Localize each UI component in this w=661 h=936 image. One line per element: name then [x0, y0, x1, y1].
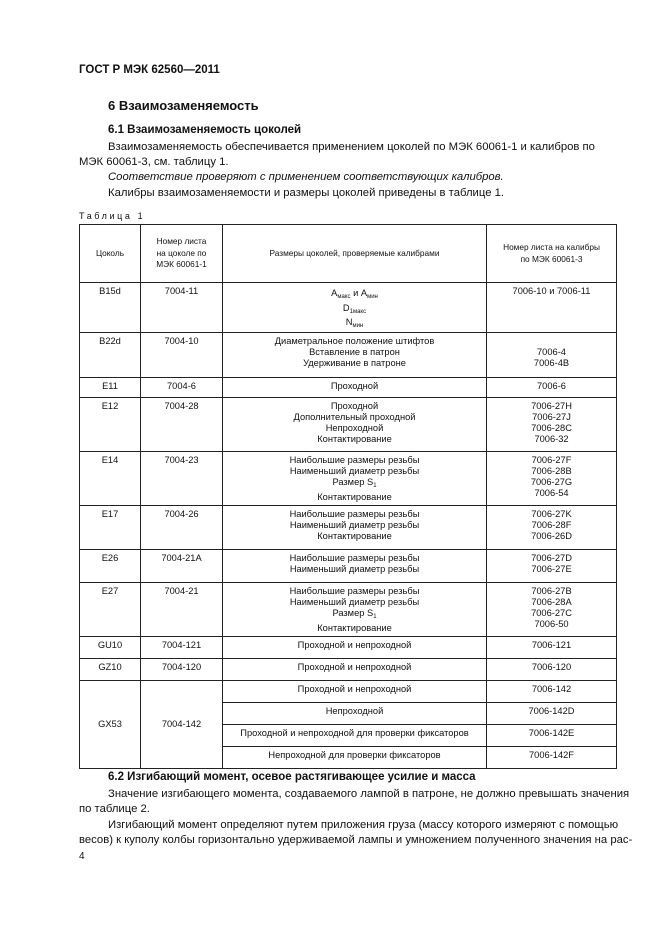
- cell-dimensions: Непроходной: [223, 702, 487, 724]
- cell-gauge: 7006-142D: [487, 702, 617, 724]
- cell-cap: E12: [80, 397, 141, 451]
- cell-sheet: 7004-21A: [141, 549, 223, 582]
- cell-cap: GX53: [80, 680, 141, 768]
- table-row-e17: [80, 505, 617, 549]
- cell-gauge: 7006-27H 7006-27J 7006-28C 7006-32: [487, 397, 617, 451]
- cell-cap: E27: [80, 582, 141, 636]
- cell-gauge: 7006-27K 7006-28F 7006-26D: [487, 505, 617, 549]
- cell-gauge: 7006-27B 7006-28A 7006-27C 7006-50: [487, 582, 617, 636]
- cell-dimensions: Наибольшие размеры резьбы Наименьший диаметр резьбы Размер $S_1$ Контактирование: [223, 582, 487, 636]
- page-number: 4: [79, 851, 85, 862]
- cell-sheet: 7004-23: [141, 451, 223, 505]
- cell-cap: E26: [80, 549, 141, 582]
- cell-sheet: 7004-11: [141, 283, 223, 333]
- table-header-row: [80, 225, 617, 283]
- cell-gauge: 7006-27D 7006-27E: [487, 549, 617, 582]
- caps-gauges-table: [79, 224, 617, 769]
- cell-dimensions: Непроходной для проверки фиксаторов: [223, 746, 487, 768]
- table-row-gx53: [80, 680, 617, 702]
- section-6-title: 6 Взаимозаменяемость: [108, 98, 259, 113]
- cell-dimensions: Проходной: [223, 377, 487, 397]
- cell-gauge: 7006-121: [487, 636, 617, 658]
- cell-gauge: 7006-4 7006-4B: [487, 332, 617, 377]
- cell-cap: GZ10: [80, 658, 141, 680]
- document-header: ГОСТ Р МЭК 62560—2011: [79, 64, 220, 76]
- cell-sheet: 7004-6: [141, 377, 223, 397]
- paragraph-line: Значение изгибающего момента, создаваемого лампой в патроне, не должно превышать значения: [108, 788, 630, 800]
- cell-dimensions: Наибольшие размеры резьбы Наименьший диаметр резьбы Размер $S_1$ Контактирование: [223, 451, 487, 505]
- cell-dimensions: Проходной и непроходной для проверки фиксаторов: [223, 724, 487, 746]
- paragraph-line: Изгибающий момент определяют путем приложения груза (массу которого измеряют с помощью: [108, 819, 619, 831]
- table-row-e14: [80, 451, 617, 505]
- cell-cap: GU10: [80, 636, 141, 658]
- table-row-e27: [80, 582, 617, 636]
- cell-sheet: 7004-121: [141, 636, 223, 658]
- table-row-e11: [80, 377, 617, 397]
- cell-dimensions: Наибольшие размеры резьбы Наименьший диаметр резьбы Контактирование: [223, 505, 487, 549]
- cell-sheet: 7004-120: [141, 658, 223, 680]
- cell-cap: B22d: [80, 332, 141, 377]
- section-6-1-title: 6.1 Взаимозаменяемость цоколей: [108, 124, 302, 136]
- table-row-b22d: [80, 332, 617, 377]
- table-row-gu10: [80, 636, 617, 658]
- cell-gauge: 7006-6: [487, 377, 617, 397]
- paragraph-line: Калибры взаимозаменяемости и размеры цоколей приведены в таблице 1.: [108, 187, 505, 199]
- cell-dimensions: Проходной и непроходной: [223, 680, 487, 702]
- paragraph-compliance: Соответствие проверяют с применением соответствующих калибров.: [108, 171, 504, 183]
- table-row-b15d: [80, 283, 617, 333]
- table-row-e12: [80, 397, 617, 451]
- cell-gauge: 7006-142F: [487, 746, 617, 768]
- cell-dimensions: Диаметральное положение штифтов Вставление в патрон Удерживание в патроне: [223, 332, 487, 377]
- paragraph-line: весов) к куполу колбы горизонтально удерживаемой лампы и умножением полученного значения на рас-: [79, 834, 633, 846]
- paragraph-line: МЭК 60061-3, см. таблицу 1.: [79, 156, 229, 168]
- cell-sheet: 7004-21: [141, 582, 223, 636]
- cell-dimensions: Проходной и непроходной: [223, 658, 487, 680]
- cell-dimensions: $A_{макс}$ и $A_{мин}$ $D_{1макс}$ $N_{мин}$: [223, 283, 487, 333]
- cell-gauge: 7006-142: [487, 680, 617, 702]
- cell-cap: B15d: [80, 283, 141, 333]
- cell-gauge: 7006-142E: [487, 724, 617, 746]
- paragraph-line: Взаимозаменяемость обеспечивается применением цоколей по МЭК 60061-1 и калибров по: [108, 141, 595, 153]
- header-dimensions: Размеры цоколей, проверяемые калибрами: [223, 225, 487, 283]
- cell-cap: E11: [80, 377, 141, 397]
- paragraph-line: по таблице 2.: [79, 803, 150, 815]
- table-row-e26: [80, 549, 617, 582]
- cell-sheet: 7004-26: [141, 505, 223, 549]
- cell-gauge: 7006-10 и 7006-11: [487, 283, 617, 333]
- cell-dimensions: Наибольшие размеры резьбы Наименьший диаметр резьбы: [223, 549, 487, 582]
- cell-dimensions: Проходной Дополнительный проходной Непроходной Контактирование: [223, 397, 487, 451]
- header-gauge-sheet: Номер листа на калибры по МЭК 60061-3: [487, 225, 617, 283]
- cell-gauge: 7006-27F 7006-28B 7006-27G 7006-54: [487, 451, 617, 505]
- cell-dimensions: Проходной и непроходной: [223, 636, 487, 658]
- header-cap: Цоколь: [80, 225, 141, 283]
- table-row-gz10: [80, 658, 617, 680]
- cell-sheet: 7004-10: [141, 332, 223, 377]
- cell-sheet: 7004-142: [141, 680, 223, 768]
- cell-sheet: 7004-28: [141, 397, 223, 451]
- table-caption: Таблица 1: [79, 211, 146, 221]
- header-cap-sheet: Номер листа на цоколе по МЭК 60061-1: [141, 225, 223, 283]
- section-6-2-title: 6.2 Изгибающий момент, осевое растягивающее усилие и масса: [108, 771, 476, 783]
- cell-cap: E17: [80, 505, 141, 549]
- cell-gauge: 7006-120: [487, 658, 617, 680]
- cell-cap: E14: [80, 451, 141, 505]
